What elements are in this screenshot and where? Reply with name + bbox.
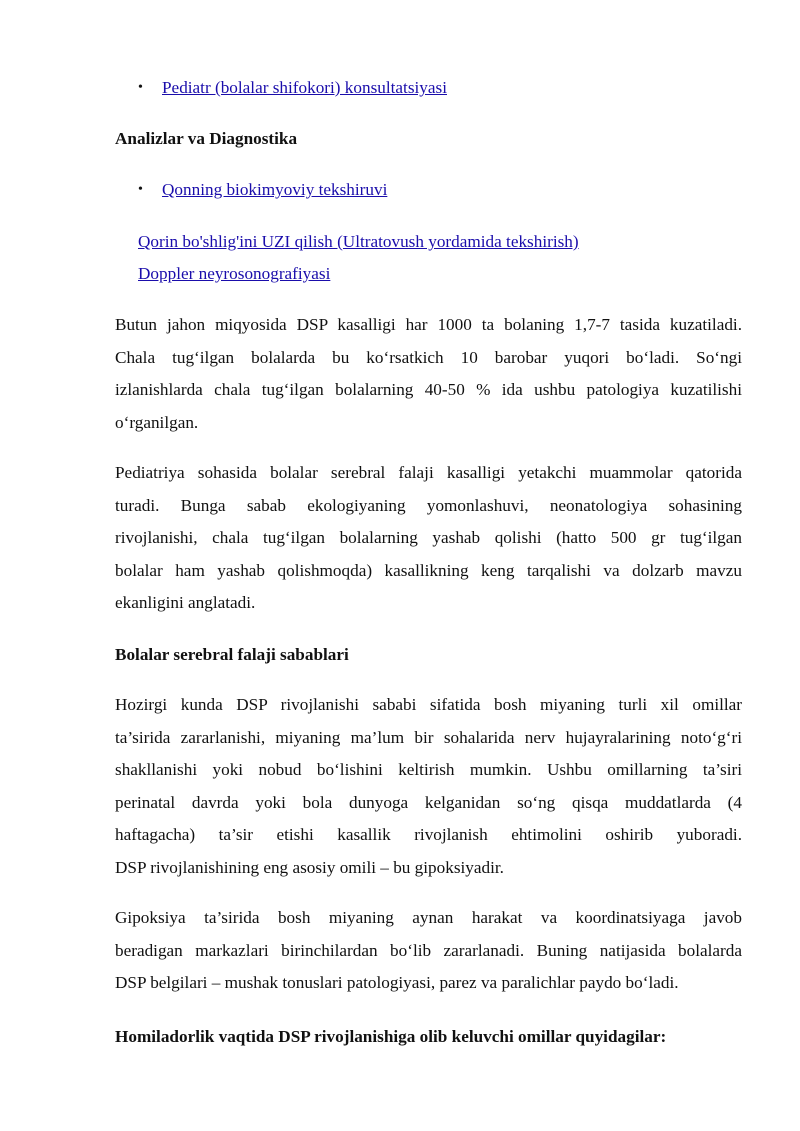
paragraph-pediatrics [115,457,742,620]
section-heading-pregnancy-factors: Homiladorlik vaqtida DSP rivojlanishiga olib keluvchi omillar quyidagilar: [115,1027,667,1046]
blood-biochemistry-link[interactable]: Qonning biokimyoviy tekshiruvi [162,180,388,199]
paragraph-line: o‘rganilgan. [115,412,199,432]
paragraph-line: DSP rivojlanishining eng asosiy omili – bu gipoksiyadir. [115,857,504,877]
paragraph-line: Pediatriya sohasida bolalar serebral falaji kasalligi yetakchi muammolar qatorida [115,463,742,482]
section-heading-causes: Bolalar serebral falaji sabablari [115,645,349,664]
doppler-neurosonography-link[interactable]: Doppler neyrosonografiyasi [138,264,331,283]
paragraph-line: rivojlanishi, chala tug‘ilgan bolalarning yashab qolishi (hatto 500 gr tug‘ilgan [115,528,742,547]
bullet-icon: • [138,80,143,95]
paragraph-line: ekanligini anglatadi. [115,593,256,612]
paragraph-statistics [115,309,742,439]
paragraph-line: Chala tug‘ilgan bolalarda bu ko‘rsatkich 10 barobar yuqori bo‘ladi. So‘ngi [115,347,742,367]
paragraph-line: haftagacha) ta’sir etishi kasallik rivojlanish ehtimolini oshirib yuboradi. [115,825,742,844]
paragraph-line: izlanishlarda chala tug‘ilgan bolalarning 40-50 % ida ushbu patologiya kuzatilishi [115,380,742,399]
paragraph-line: Butun jahon miqyosida DSP kasalligi har 1000 ta bolaning 1,7-7 tasida kuzatiladi. [115,315,742,334]
paragraph-line: perinatal davrda yoki bola dunyoga kelganidan so‘ng qisqa muddatlarda (4 [115,792,742,812]
pediatr-consultation-link[interactable]: Pediatr (bolalar shifokori) konsultatsiyasi [162,78,447,97]
paragraph-line: Hozirgi kunda DSP rivojlanishi sababi sifatida bosh miyaning turli xil omillar [115,695,742,714]
bullet-icon: • [138,182,143,197]
paragraph-line: bolalar ham yashab qolishmoqda) kasallikning keng tarqalishi va dolzarb mavzu [115,560,742,580]
paragraph-line: shakllanishi yoki nobud bo‘lishini keltirish mumkin. Ushbu omillarning ta’siri [115,760,742,779]
paragraph-line: DSP belgilari – mushak tonuslari patologiyasi, parez va paralichlar paydo bo‘ladi. [115,973,679,992]
section-heading-analysis: Analizlar va Diagnostika [115,129,298,148]
paragraph-line: beradigan markazlari birinchilardan bo‘lib zararlanadi. Buning natijasida bolalarda [115,940,742,960]
paragraph-hypoxia [115,902,742,1000]
paragraph-line: Gipoksiya ta’sirida bosh miyaning aynan harakat va koordinatsiyaga javob [115,908,742,927]
paragraph-causes [115,689,742,884]
paragraph-line: ta’sirida zararlanishi, miyaning ma’lum bir sohalarida nerv hujayralarining noto‘g‘ri [115,727,742,747]
paragraph-line: turadi. Bunga sabab ekologiyaning yomonlashuvi, neonatologiya sohasining [115,495,742,515]
abdominal-ultrasound-link[interactable]: Qorin bo'shlig'ini UZI qilish (Ultratovush yordamida tekshirish) [138,232,579,251]
